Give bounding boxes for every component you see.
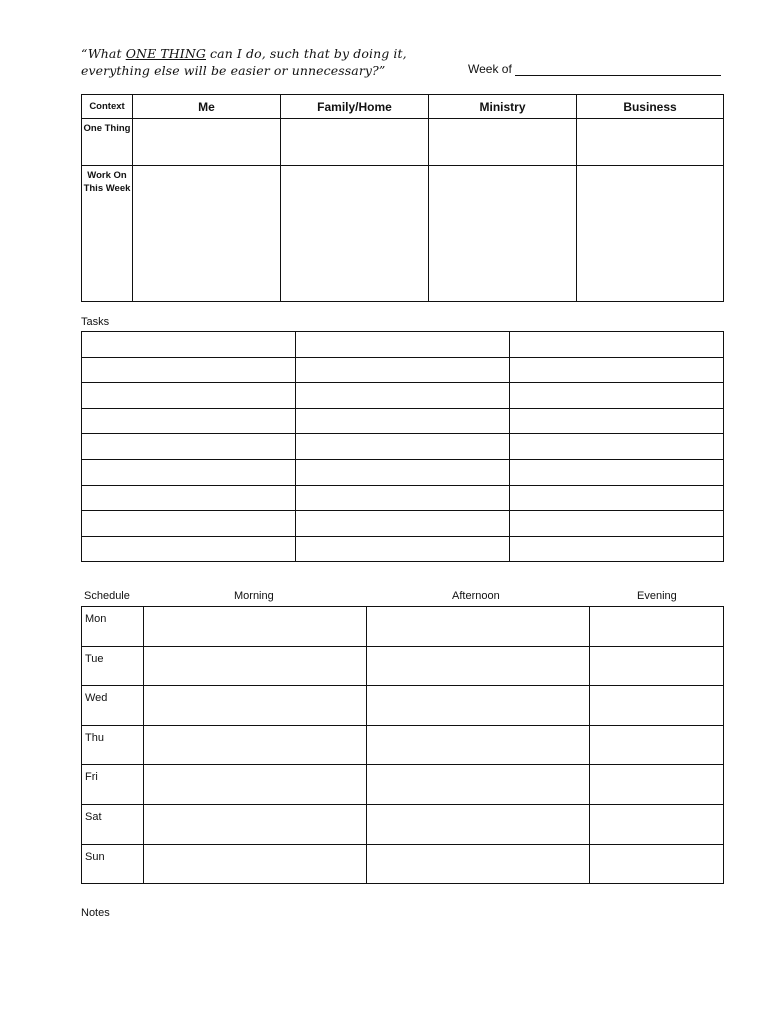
- me-header-cell: Me: [133, 95, 281, 119]
- one-thing-me-cell[interactable]: [133, 119, 281, 166]
- task-row: [82, 357, 724, 383]
- task-cell[interactable]: [82, 357, 296, 383]
- schedule-afternoon-cell[interactable]: [367, 725, 590, 765]
- context-table: [81, 94, 724, 302]
- one-thing-label-text: One Thing: [83, 123, 131, 134]
- task-cell[interactable]: [82, 459, 296, 485]
- work-on-business-cell[interactable]: [577, 166, 724, 302]
- task-cell[interactable]: [510, 408, 724, 434]
- schedule-day-label: Thu: [82, 725, 144, 765]
- schedule-evening-cell[interactable]: [590, 765, 724, 805]
- context-header-row: [82, 95, 724, 119]
- task-cell[interactable]: [510, 536, 724, 562]
- task-cell[interactable]: [510, 357, 724, 383]
- task-row: [82, 459, 724, 485]
- schedule-row: [82, 725, 724, 765]
- one-thing-row: [82, 119, 724, 166]
- family-home-header-cell: Family/Home: [281, 95, 429, 119]
- task-cell[interactable]: [296, 485, 510, 511]
- schedule-row: [82, 646, 724, 686]
- task-cell[interactable]: [296, 357, 510, 383]
- quote-emphasis: ONE THING: [125, 46, 206, 61]
- schedule-evening-cell[interactable]: [590, 844, 724, 884]
- schedule-day-label: Fri: [82, 765, 144, 805]
- task-cell[interactable]: [510, 434, 724, 460]
- schedule-morning-cell[interactable]: [144, 686, 367, 726]
- task-cell[interactable]: [296, 511, 510, 537]
- tasks-table: [81, 331, 724, 562]
- afternoon-header: Afternoon: [452, 590, 500, 602]
- task-cell[interactable]: [296, 434, 510, 460]
- schedule-afternoon-cell[interactable]: [367, 607, 590, 647]
- work-on-ministry-cell[interactable]: [429, 166, 577, 302]
- schedule-afternoon-cell[interactable]: [367, 686, 590, 726]
- task-row: [82, 332, 724, 358]
- quote-line1-post: can I do, such that by doing it,: [205, 46, 407, 61]
- schedule-evening-cell[interactable]: [590, 804, 724, 844]
- schedule-row: [82, 686, 724, 726]
- schedule-morning-cell[interactable]: [144, 804, 367, 844]
- task-cell[interactable]: [82, 485, 296, 511]
- morning-header: Morning: [234, 590, 274, 602]
- task-cell[interactable]: [82, 536, 296, 562]
- one-thing-ministry-cell[interactable]: [429, 119, 577, 166]
- notes-label: Notes: [81, 907, 110, 919]
- schedule-afternoon-cell[interactable]: [367, 804, 590, 844]
- task-cell[interactable]: [510, 511, 724, 537]
- task-cell[interactable]: [82, 511, 296, 537]
- work-on-label: [82, 166, 133, 302]
- week-of-label: Week of: [468, 62, 512, 76]
- schedule-afternoon-cell[interactable]: [367, 646, 590, 686]
- task-cell[interactable]: [296, 383, 510, 409]
- work-on-label-line1: Work On: [87, 170, 127, 181]
- context-header-cell: Context: [82, 95, 133, 119]
- work-on-me-cell[interactable]: [133, 166, 281, 302]
- work-on-row: [82, 166, 724, 302]
- task-cell[interactable]: [296, 332, 510, 358]
- schedule-morning-cell[interactable]: [144, 646, 367, 686]
- schedule-morning-cell[interactable]: [144, 765, 367, 805]
- schedule-row: [82, 607, 724, 647]
- schedule-evening-cell[interactable]: [590, 686, 724, 726]
- work-on-family-cell[interactable]: [281, 166, 429, 302]
- task-row: [82, 485, 724, 511]
- task-row: [82, 536, 724, 562]
- one-thing-label: [82, 119, 133, 166]
- schedule-row: [82, 804, 724, 844]
- schedule-morning-cell[interactable]: [144, 607, 367, 647]
- schedule-row: [82, 844, 724, 884]
- header-quote: [81, 45, 407, 79]
- task-cell[interactable]: [82, 332, 296, 358]
- schedule-afternoon-cell[interactable]: [367, 844, 590, 884]
- evening-header: Evening: [637, 590, 677, 602]
- quote-line2: everything else will be easier or unnecessary?”: [81, 63, 386, 78]
- schedule-day-label: Sat: [82, 804, 144, 844]
- quote-line1-pre: “What: [81, 46, 126, 61]
- schedule-day-label: Tue: [82, 646, 144, 686]
- task-cell[interactable]: [510, 332, 724, 358]
- task-row: [82, 383, 724, 409]
- task-cell[interactable]: [510, 459, 724, 485]
- one-thing-family-cell[interactable]: [281, 119, 429, 166]
- task-cell[interactable]: [296, 408, 510, 434]
- business-header-cell: Business: [577, 95, 724, 119]
- task-cell[interactable]: [510, 485, 724, 511]
- schedule-evening-cell[interactable]: [590, 646, 724, 686]
- task-cell[interactable]: [510, 383, 724, 409]
- schedule-day-label: Wed: [82, 686, 144, 726]
- ministry-header-cell: Ministry: [429, 95, 577, 119]
- task-cell[interactable]: [296, 459, 510, 485]
- schedule-day-label: Sun: [82, 844, 144, 884]
- one-thing-business-cell[interactable]: [577, 119, 724, 166]
- schedule-row: [82, 765, 724, 805]
- task-cell[interactable]: [82, 434, 296, 460]
- schedule-evening-cell[interactable]: [590, 725, 724, 765]
- week-of-field: [468, 62, 721, 76]
- work-on-label-line2: This Week: [83, 183, 131, 194]
- schedule-day-label: Mon: [82, 607, 144, 647]
- schedule-evening-cell[interactable]: [590, 607, 724, 647]
- task-cell[interactable]: [82, 383, 296, 409]
- week-of-input-line[interactable]: [515, 63, 721, 76]
- task-cell[interactable]: [82, 408, 296, 434]
- schedule-morning-cell[interactable]: [144, 844, 367, 884]
- task-row: [82, 408, 724, 434]
- task-cell[interactable]: [296, 536, 510, 562]
- schedule-afternoon-cell[interactable]: [367, 765, 590, 805]
- schedule-morning-cell[interactable]: [144, 725, 367, 765]
- task-row: [82, 511, 724, 537]
- schedule-label: Schedule: [84, 590, 130, 602]
- tasks-label: Tasks: [81, 316, 110, 328]
- task-row: [82, 434, 724, 460]
- schedule-table: [81, 606, 724, 884]
